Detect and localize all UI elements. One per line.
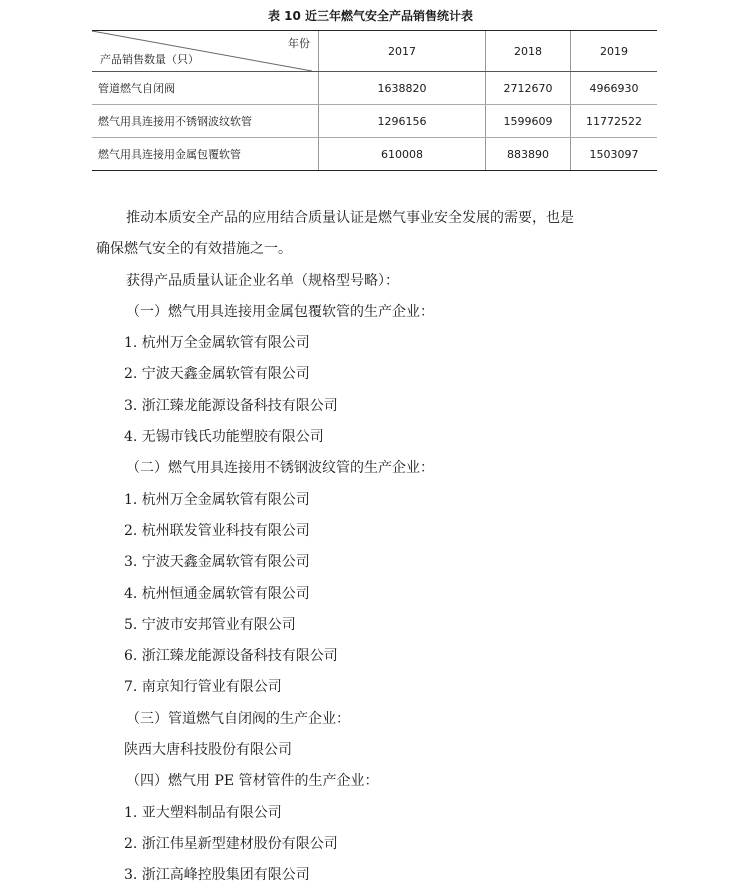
- section-heading: （三）管道燃气自闭阀的生产企业：: [126, 710, 350, 727]
- header-year-label: 年份: [288, 37, 310, 50]
- list-item: 1. 杭州万全金属软管有限公司: [124, 335, 310, 352]
- value-cell: 610008: [319, 138, 486, 171]
- product-name-cell: 燃气用具连接用金属包覆软管: [92, 138, 319, 171]
- value-cell: 1638820: [319, 72, 486, 105]
- list-item: 2. 浙江伟星新型建材股份有限公司: [124, 835, 338, 852]
- value-cell: 4966930: [571, 72, 658, 105]
- header-year-2017: 2017: [319, 31, 486, 72]
- product-name-cell: 管道燃气自闭阀: [92, 72, 319, 105]
- list-item: 4. 无锡市钱氏功能塑胶有限公司: [124, 429, 324, 446]
- table-row: [92, 105, 657, 138]
- product-name-cell: 燃气用具连接用不锈钢波纹软管: [92, 105, 319, 138]
- list-item: 陕西大唐科技股份有限公司: [124, 742, 292, 759]
- list-item: 6. 浙江臻龙能源设备科技有限公司: [124, 648, 338, 665]
- value-cell: 11772522: [571, 105, 658, 138]
- list-item: 2. 宁波天鑫金属软管有限公司: [124, 366, 310, 383]
- section-heading: （四）燃气用 PE 管材管件的生产企业：: [126, 773, 379, 790]
- header-year-2018: 2018: [486, 31, 571, 72]
- list-item: 1. 亚大塑料制品有限公司: [124, 804, 282, 821]
- body-text: [96, 203, 646, 892]
- table-row: [92, 72, 657, 105]
- section-heading: （一）燃气用具连接用金属包覆软管的生产企业：: [126, 303, 434, 320]
- sales-statistics-table: [92, 30, 657, 171]
- value-cell: 1599609: [486, 105, 571, 138]
- value-cell: 883890: [486, 138, 571, 171]
- table-caption: 表 10 近三年燃气安全产品销售统计表: [267, 9, 474, 23]
- list-intro: 获得产品质量认证企业名单（规格型号略）：: [126, 272, 399, 289]
- list-item: 4. 杭州恒通金属软管有限公司: [124, 585, 310, 602]
- list-item: 5. 宁波市安邦管业有限公司: [124, 616, 296, 633]
- list-item: 3. 宁波天鑫金属软管有限公司: [124, 554, 310, 571]
- header-quantity-label: 产品销售数量（只）: [100, 53, 199, 66]
- header-year-2019: 2019: [571, 31, 658, 72]
- list-item: 7. 南京知行管业有限公司: [124, 679, 282, 696]
- diagonal-header-cell: [92, 31, 319, 72]
- table-row: [92, 138, 657, 171]
- paragraph-line: 推动本质安全产品的应用结合质量认证是燃气事业安全发展的需要，也是: [126, 210, 574, 226]
- list-item: 2. 杭州联发管业科技有限公司: [124, 522, 310, 539]
- value-cell: 2712670: [486, 72, 571, 105]
- paragraph-line: 确保燃气安全的有效措施之一。: [96, 241, 292, 258]
- list-item: 3. 浙江高峰控股集团有限公司: [124, 867, 310, 884]
- list-item: 3. 浙江臻龙能源设备科技有限公司: [124, 397, 338, 414]
- value-cell: 1503097: [571, 138, 658, 171]
- list-item: 1. 杭州万全金属软管有限公司: [124, 491, 310, 508]
- section-heading: （二）燃气用具连接用不锈钢波纹管的生产企业：: [126, 460, 434, 477]
- value-cell: 1296156: [319, 105, 486, 138]
- table-header-row: [92, 31, 657, 72]
